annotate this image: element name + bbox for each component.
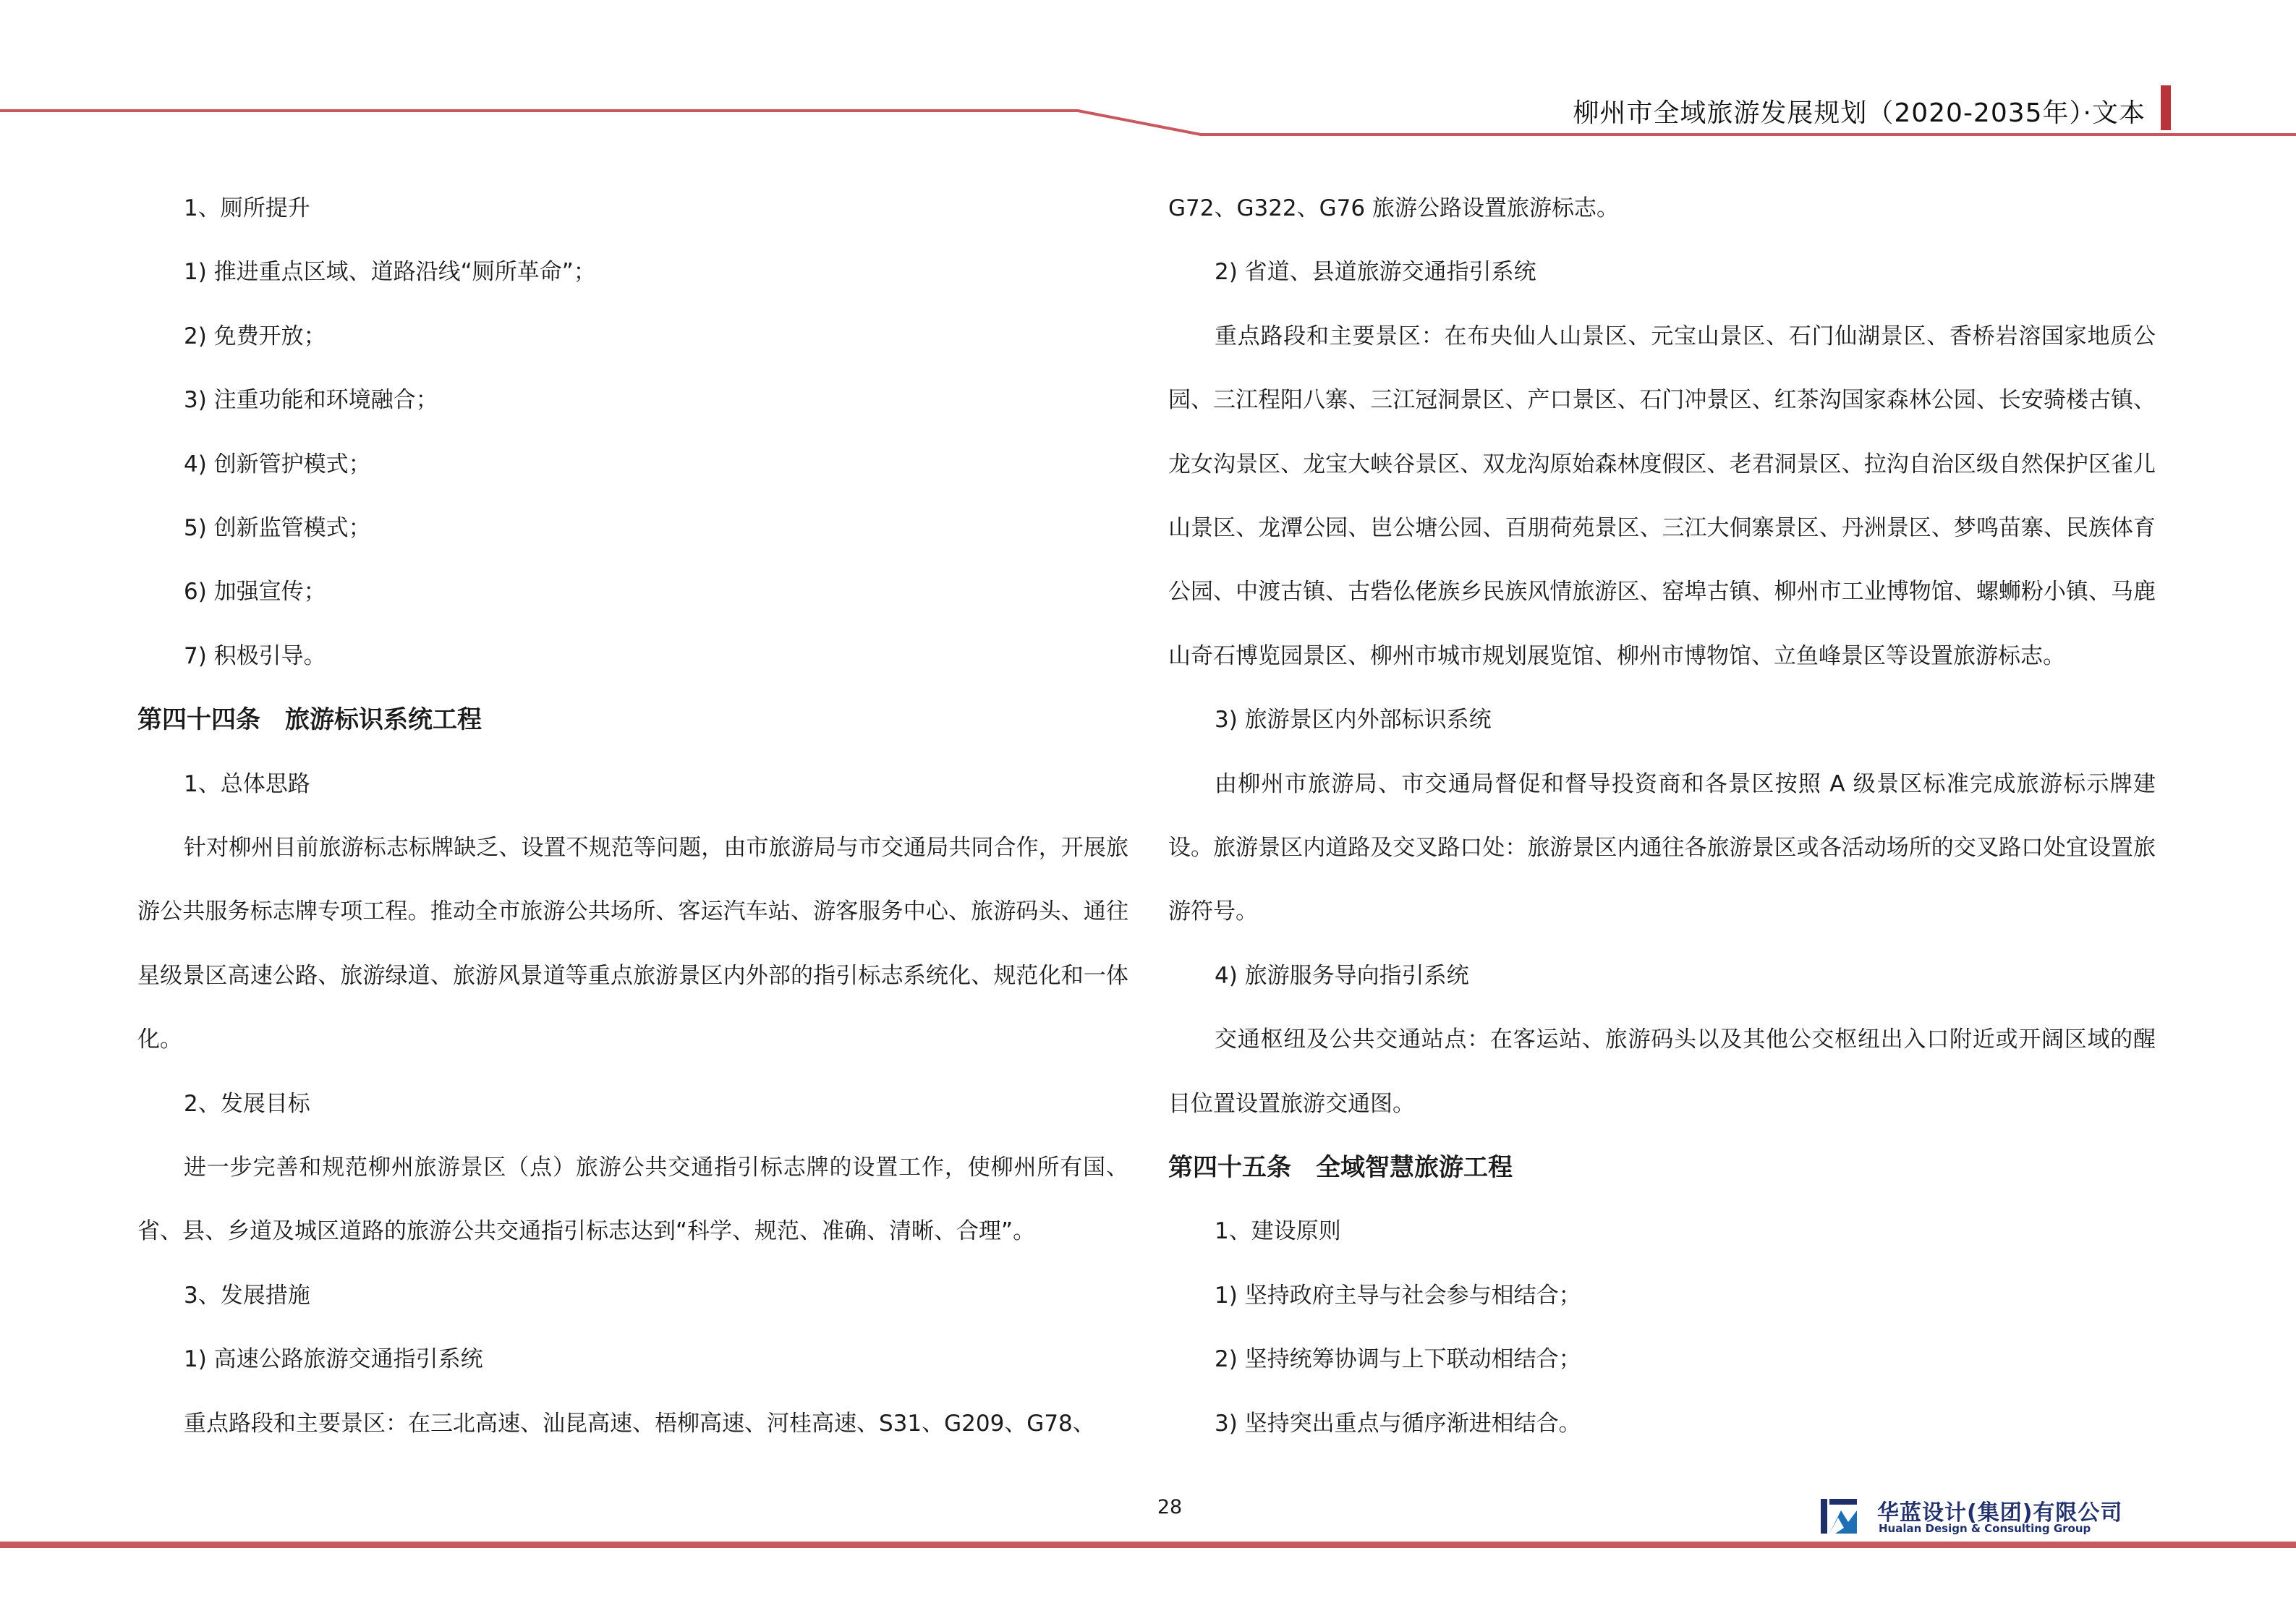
- footer-rule: [0, 1542, 2296, 1548]
- subsection-heading: 3) 旅游景区内外部标识系统: [1215, 707, 1492, 734]
- subsection-heading: 4) 旅游服务导向指引系统: [1215, 962, 1469, 989]
- section-heading: 2、发展目标: [184, 1090, 310, 1117]
- toilet-item: 7) 积极引导。: [184, 642, 326, 669]
- document-header-title: 柳州市全域旅游发展规划（2020-2035年）·文本: [1573, 98, 2146, 128]
- section-heading: 1、总体思路: [184, 770, 310, 797]
- body-paragraph-continued: G72、G322、G76 旅游公路设置旅游标志。: [1168, 195, 1619, 221]
- toilet-item: 4) 创新管护模式；: [184, 451, 371, 477]
- right-column: [1168, 177, 2156, 1455]
- article-name: 旅游标识系统工程: [285, 705, 482, 735]
- subsection-heading: 2) 省道、县道旅游交通指引系统: [1215, 259, 1536, 286]
- article-name: 全域智慧旅游工程: [1316, 1153, 1513, 1183]
- toilet-item: 5) 创新监管模式；: [184, 514, 371, 541]
- company-name-en: Hualan Design & Consulting Group: [1879, 1522, 2091, 1535]
- page-number: 28: [1157, 1496, 1183, 1518]
- company-logo: [1819, 1495, 2123, 1538]
- article-45-heading: [1168, 1136, 2156, 1199]
- body-paragraph: 进一步完善和规范柳州旅游景区（点）旅游公共交通指引标志牌的设置工作，使柳州所有国、省、县、乡道及城区道路的旅游公共交通指引标志达到“科学、规范、准确、清晰、合理”。: [137, 1154, 1128, 1245]
- toilet-item: 6) 加强宣传；: [184, 579, 326, 605]
- article-number: 第四十四条: [137, 705, 260, 735]
- company-logo-icon: [1819, 1496, 1860, 1536]
- section-heading: 1、建设原则: [1215, 1218, 1341, 1245]
- section-heading: 3、发展措施: [184, 1282, 310, 1309]
- principle-item: 3) 坚持突出重点与循序渐进相结合。: [1215, 1410, 1581, 1437]
- header-accent-bar: [2161, 85, 2171, 130]
- body-paragraph: 交通枢纽及公共交通站点：在客运站、旅游码头以及其他公交枢纽出入口附近或开阔区域的醒目位置设置旅游交通图。: [1168, 1026, 2156, 1117]
- principle-item: 1) 坚持政府主导与社会参与相结合；: [1215, 1282, 1581, 1309]
- company-name-cn: 华蓝设计(集团)有限公司: [1877, 1500, 2123, 1526]
- principle-item: 2) 坚持统筹协调与上下联动相结合；: [1215, 1346, 1581, 1373]
- body-paragraph: 由柳州市旅游局、市交通局督促和督导投资商和各景区按照 A 级景区标准完成旅游标示牌建设。旅游景区内道路及交叉路口处：旅游景区内通往各旅游景区或各活动场所的交叉路口处宜设置旅游符号。: [1168, 770, 2156, 925]
- left-column: [137, 177, 1128, 1455]
- article-44-heading: [137, 688, 1128, 752]
- body-paragraph: 重点路段和主要景区：在布央仙人山景区、元宝山景区、石门仙湖景区、香桥岩溶国家地质公园、三江程阳八寨、三江冠洞景区、产口景区、石门冲景区、红茶沟国家森林公园、长安骑楼古镇、龙女沟景区、龙宝大峡谷景区、双龙沟原始森林度假区、老君洞景区、拉沟自治区级自然保护区雀儿山景区、龙潭公园、岜公塘公园、百朋荷苑景区、三江大侗寨景区、丹洲景区、梦鸣苗寨、民族体育公园、中渡古镇、古砦仫佬族乡民族风情旅游区、窑埠古镇、柳州市工业博物馆、螺蛳粉小镇、马鹿山奇石博览园景区、柳州市城市规划展览馆、柳州市博物馆、立鱼峰景区等设置旅游标志。: [1168, 323, 2156, 669]
- toilet-item: 3) 注重功能和环境融合；: [184, 387, 438, 414]
- subsection-heading: 1) 高速公路旅游交通指引系统: [184, 1346, 483, 1373]
- body-paragraph: 针对柳州目前旅游标志标牌缺乏、设置不规范等问题，由市旅游局与市交通局共同合作，开展旅游公共服务标志牌专项工程。推动全市旅游公共场所、客运汽车站、游客服务中心、旅游码头、通往星级景区高速公路、旅游绿道、旅游风景道等重点旅游景区内外部的指引标志系统化、规范化和一体化。: [137, 834, 1128, 1053]
- toilet-item: 2) 免费开放；: [184, 323, 326, 349]
- article-number: 第四十五条: [1168, 1153, 1291, 1183]
- toilet-item: 1) 推进重点区域、道路沿线“厕所革命”；: [184, 259, 596, 286]
- toilet-heading: 1、厕所提升: [184, 195, 310, 221]
- body-paragraph: 重点路段和主要景区：在三北高速、汕昆高速、梧柳高速、河桂高速、S31、G209、G78、: [184, 1410, 1095, 1437]
